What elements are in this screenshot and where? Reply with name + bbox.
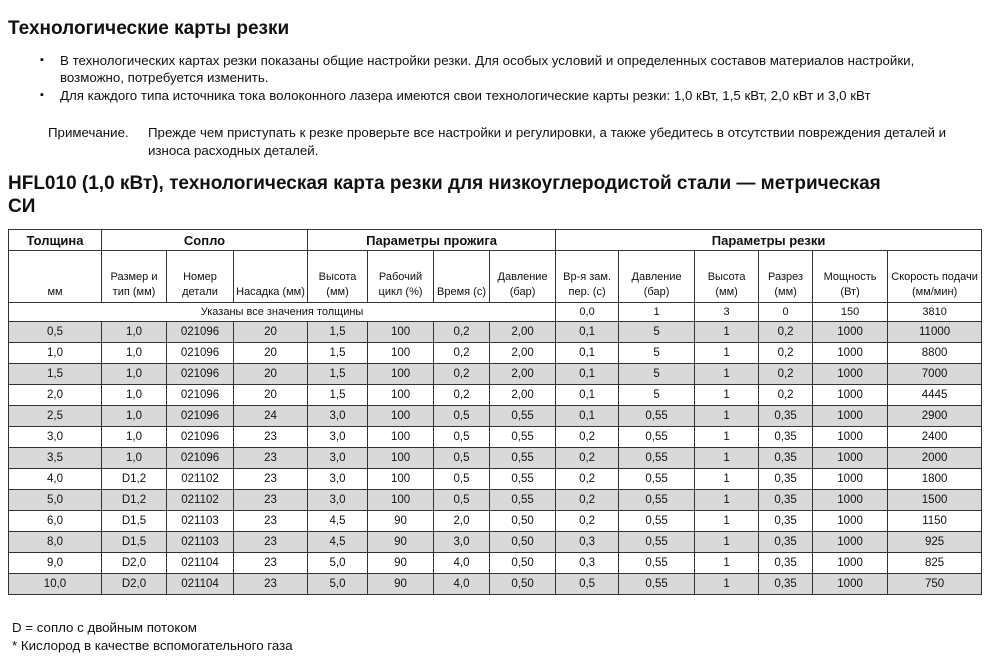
table-cell: 1 (695, 574, 759, 595)
table-cell: 90 (368, 532, 434, 553)
table-cell: 0,55 (619, 511, 695, 532)
header-pierce: Параметры прожига (308, 230, 556, 251)
table-cell: 0,50 (490, 511, 556, 532)
subheader-delay: Вр-я зам. пер. (с) (556, 251, 619, 303)
table-cell: 1 (695, 532, 759, 553)
bullet-marker-icon: ▪ (40, 54, 44, 66)
table-cell: 0,55 (490, 469, 556, 490)
table-cell: D1,2 (102, 490, 167, 511)
table-cell: 1,0 (102, 448, 167, 469)
table-cell: 0,2 (759, 385, 813, 406)
table-cell: 23 (234, 574, 308, 595)
table-cell: 021104 (167, 553, 234, 574)
table-cell: 0,55 (619, 406, 695, 427)
table-cell: 10,0 (9, 574, 102, 595)
footnote-dual-flow: D = сопло с двойным потоком (12, 620, 197, 635)
table-cell: 3,0 (308, 490, 368, 511)
table-cell: 1 (695, 385, 759, 406)
table-cell: 0,1 (556, 322, 619, 343)
table-cell: 0,3 (556, 532, 619, 553)
table-cell: 1000 (813, 532, 888, 553)
table-cell: D2,0 (102, 553, 167, 574)
table-cell: 3,0 (9, 427, 102, 448)
table-cell: 5,0 (9, 490, 102, 511)
table-cell: 1000 (813, 343, 888, 364)
table-cell: 0,1 (556, 385, 619, 406)
table-cell: 1,0 (9, 343, 102, 364)
note-label: Примечание. (48, 125, 129, 140)
note-text: Прежде чем приступать к резке проверьте все настройки и регулировки, а также убедитесь в отсутствии повреждения деталей и износа расходных деталей. (148, 125, 947, 158)
table-cell: 2,0 (434, 511, 490, 532)
table-cell: 1 (695, 322, 759, 343)
table-cell: 1 (695, 406, 759, 427)
table-cell: 021096 (167, 406, 234, 427)
table-cell: 3,0 (308, 469, 368, 490)
table-cell: 750 (888, 574, 982, 595)
table-cell: 2400 (888, 427, 982, 448)
subheader-tip: Насадка (мм) (234, 251, 308, 303)
table-cell: 021096 (167, 364, 234, 385)
table-cell: 23 (234, 511, 308, 532)
table-cell: 1000 (813, 364, 888, 385)
table-cell: 1000 (813, 574, 888, 595)
table-cell: 1,5 (9, 364, 102, 385)
table-cell: 8800 (888, 343, 982, 364)
subheader-nozzle-size: Размер и тип (мм) (102, 251, 167, 303)
bullet-item (40, 87, 980, 104)
table-cell: 825 (888, 553, 982, 574)
table-cell: 0,5 (9, 322, 102, 343)
table-cell: 4,0 (9, 469, 102, 490)
subheader-kerf: Разрез (мм) (759, 251, 813, 303)
table-cell: 1,5 (308, 385, 368, 406)
table-cell: 0,5 (434, 490, 490, 511)
table-cell: 11000 (888, 322, 982, 343)
table-row (9, 511, 982, 532)
table-cell: 0,55 (490, 490, 556, 511)
bullet-text: Для каждого типа источника тока волоконного лазера имеются свои технологические карты резки: 1,0 кВт, 1,5 кВт, 2,0 кВт и 3,0 кВт (60, 88, 871, 103)
table-cell: 90 (368, 511, 434, 532)
header-thickness: Толщина (9, 230, 102, 251)
table-cell: 5 (619, 385, 695, 406)
table-cell: 0,35 (759, 553, 813, 574)
table-cell: 0,2 (434, 385, 490, 406)
table-cell: 0,2 (759, 364, 813, 385)
header-cut: Параметры резки (556, 230, 982, 251)
page-title: Технологические карты резки (8, 18, 290, 39)
table-row (9, 574, 982, 595)
table-cell: 1,5 (308, 364, 368, 385)
table-cell: 021096 (167, 322, 234, 343)
table-cell: 1,0 (102, 385, 167, 406)
table-cell: 1 (695, 469, 759, 490)
table-cell: 4,0 (434, 553, 490, 574)
table-cell: 3,0 (308, 448, 368, 469)
table-cell: 3 (695, 303, 759, 322)
table-cell: 100 (368, 343, 434, 364)
table-cell: 0,5 (434, 406, 490, 427)
cut-chart-table (8, 229, 982, 595)
table-cell: 0,2 (759, 322, 813, 343)
bullet-marker-icon: ▪ (40, 89, 44, 101)
table-cell: 23 (234, 532, 308, 553)
table-cell: 0,2 (434, 322, 490, 343)
table-cell: 1000 (813, 385, 888, 406)
table-cell: 2,00 (490, 364, 556, 385)
table-cell: 0,55 (490, 427, 556, 448)
table-cell: 100 (368, 448, 434, 469)
table-cell: 2900 (888, 406, 982, 427)
footnotes (12, 619, 293, 655)
table-cell: 100 (368, 469, 434, 490)
table-cell: 1 (619, 303, 695, 322)
table-cell: 1,0 (102, 364, 167, 385)
table-cell: 4,5 (308, 532, 368, 553)
table-cell: 0,0 (556, 303, 619, 322)
table-cell: 1 (695, 553, 759, 574)
table-cell: 1000 (813, 511, 888, 532)
table-cell: 90 (368, 574, 434, 595)
table-cell: 021096 (167, 427, 234, 448)
table-cell: 0,55 (619, 490, 695, 511)
table-cell: 0,2 (556, 511, 619, 532)
subheader-pierce-pressure: Давление (бар) (490, 251, 556, 303)
section-title: HFL010 (1,0 кВт), технологическая карта резки для низкоуглеродистой стали — метрическая СИ (8, 173, 881, 217)
table-cell: 0,5 (434, 448, 490, 469)
table-cell: 100 (368, 427, 434, 448)
table-row (9, 364, 982, 385)
table-cell: 20 (234, 343, 308, 364)
subheader-pierce-time: Время (с) (434, 251, 490, 303)
table-cell: 1000 (813, 448, 888, 469)
subheader-part-number: Номер детали (167, 251, 234, 303)
table-cell: 1,0 (102, 343, 167, 364)
table-cell: 1,5 (308, 343, 368, 364)
table-cell: 90 (368, 553, 434, 574)
subheader-speed: Скорость подачи (мм/мин) (888, 251, 982, 303)
table-cell: 0,5 (434, 469, 490, 490)
table-cell: 3810 (888, 303, 982, 322)
table-cell: 4,0 (434, 574, 490, 595)
subheader-duty-cycle: Рабочий цикл (%) (368, 251, 434, 303)
table-cell: 0,55 (619, 574, 695, 595)
table-cell: 1800 (888, 469, 982, 490)
header-nozzle: Сопло (102, 230, 308, 251)
table-cell: 0,2 (556, 427, 619, 448)
table-cell: 3,0 (434, 532, 490, 553)
table-row (9, 553, 982, 574)
table-cell: 5,0 (308, 574, 368, 595)
table-cell: D1,2 (102, 469, 167, 490)
table-cell: D2,0 (102, 574, 167, 595)
table-cell: 1000 (813, 322, 888, 343)
table-cell: 5,0 (308, 553, 368, 574)
table-cell: 021102 (167, 469, 234, 490)
table-cell: 100 (368, 322, 434, 343)
table-cell: D1,5 (102, 511, 167, 532)
table-cell: 021103 (167, 532, 234, 553)
table-cell: 1 (695, 490, 759, 511)
table-row (9, 490, 982, 511)
table-cell: 0,55 (619, 469, 695, 490)
table-cell: 3,0 (308, 427, 368, 448)
note (48, 124, 978, 160)
bullet-text: В технологических картах резки показаны общие настройки резки. Для особых условий и определенных составов материалов настройки, возможно, потребуется изменить. (60, 53, 915, 85)
table-cell: 021103 (167, 511, 234, 532)
table-cell: 4,5 (308, 511, 368, 532)
table-cell: 021096 (167, 385, 234, 406)
footnote-oxygen: * Кислород в качестве вспомогательного газа (12, 638, 293, 653)
table-cell: 7000 (888, 364, 982, 385)
table-cell: 0,55 (619, 448, 695, 469)
table-cell: 925 (888, 532, 982, 553)
table-cell: 0,50 (490, 532, 556, 553)
all-thickness-label: Указаны все значения толщины (9, 303, 556, 322)
table-cell: 100 (368, 385, 434, 406)
table-cell: 2,0 (9, 385, 102, 406)
table-cell: 0,35 (759, 427, 813, 448)
subheader-pierce-height: Высота (мм) (308, 251, 368, 303)
table-row (9, 469, 982, 490)
table-cell: 1 (695, 343, 759, 364)
table-cell: 20 (234, 364, 308, 385)
table-cell: 0,35 (759, 469, 813, 490)
table-cell: 0,1 (556, 343, 619, 364)
table-row (9, 427, 982, 448)
table-cell: 23 (234, 553, 308, 574)
subheader-cut-height: Высота (мм) (695, 251, 759, 303)
bullet-item (40, 52, 980, 86)
table-cell: 0,35 (759, 448, 813, 469)
table-cell: 23 (234, 490, 308, 511)
table-row (9, 343, 982, 364)
table-cell: 0,5 (434, 427, 490, 448)
all-thickness-row (9, 303, 982, 322)
table-cell: 0,35 (759, 511, 813, 532)
table-cell: 1 (695, 364, 759, 385)
group-header-row (9, 230, 982, 251)
table-cell: 021096 (167, 343, 234, 364)
table-cell: 0,55 (619, 427, 695, 448)
table-cell: 23 (234, 469, 308, 490)
table-cell: 0,35 (759, 490, 813, 511)
table-cell: 2,00 (490, 322, 556, 343)
table-cell: 3,0 (308, 406, 368, 427)
table-cell: 1,5 (308, 322, 368, 343)
table-cell: 0,2 (759, 343, 813, 364)
table-cell: 0,3 (556, 553, 619, 574)
table-cell: 1 (695, 427, 759, 448)
table-cell: 0,1 (556, 364, 619, 385)
table-cell: 1,0 (102, 427, 167, 448)
table-cell: 6,0 (9, 511, 102, 532)
table-cell: 0,1 (556, 406, 619, 427)
table-cell: 0,50 (490, 574, 556, 595)
table-row (9, 322, 982, 343)
subheader-cut-pressure: Давление (бар) (619, 251, 695, 303)
table-cell: 1000 (813, 427, 888, 448)
table-row (9, 532, 982, 553)
table-cell: 021104 (167, 574, 234, 595)
table-row (9, 448, 982, 469)
table-cell: 23 (234, 427, 308, 448)
table-cell: 1 (695, 511, 759, 532)
table-row (9, 385, 982, 406)
table-cell: 1000 (813, 490, 888, 511)
table-cell: 021102 (167, 490, 234, 511)
table-cell: 0,5 (556, 574, 619, 595)
table-cell: 20 (234, 322, 308, 343)
table-cell: 1000 (813, 553, 888, 574)
table-cell: 0,35 (759, 532, 813, 553)
table-cell: 5 (619, 322, 695, 343)
table-cell: 1150 (888, 511, 982, 532)
table-cell: 1,0 (102, 322, 167, 343)
table-cell: 0,55 (619, 553, 695, 574)
table-cell: 3,5 (9, 448, 102, 469)
table-cell: 0,2 (556, 469, 619, 490)
table-cell: 2,5 (9, 406, 102, 427)
table-cell: 2,00 (490, 343, 556, 364)
table-cell: 0,55 (619, 532, 695, 553)
table-cell: 100 (368, 406, 434, 427)
table-cell: 021096 (167, 448, 234, 469)
bullet-list (40, 52, 980, 105)
table-cell: D1,5 (102, 532, 167, 553)
subheader-power: Мощность (Вт) (813, 251, 888, 303)
table-cell: 100 (368, 364, 434, 385)
table-cell: 5 (619, 364, 695, 385)
table-cell: 0,2 (556, 490, 619, 511)
sub-header-row (9, 251, 982, 303)
table-cell: 0,50 (490, 553, 556, 574)
table-cell: 0,35 (759, 574, 813, 595)
table-cell: 0 (759, 303, 813, 322)
table-cell: 1000 (813, 469, 888, 490)
table-cell: 1000 (813, 406, 888, 427)
table-cell: 5 (619, 343, 695, 364)
table-cell: 23 (234, 448, 308, 469)
subheader-thickness-unit: мм (9, 251, 102, 303)
table-cell: 0,2 (556, 448, 619, 469)
table-cell: 0,2 (434, 343, 490, 364)
table-cell: 9,0 (9, 553, 102, 574)
table-cell: 1 (695, 448, 759, 469)
table-cell: 2,00 (490, 385, 556, 406)
table-cell: 0,35 (759, 406, 813, 427)
table-cell: 1500 (888, 490, 982, 511)
table-cell: 1,0 (102, 406, 167, 427)
table-cell: 100 (368, 490, 434, 511)
table-cell: 20 (234, 385, 308, 406)
table-cell: 2000 (888, 448, 982, 469)
table-row (9, 406, 982, 427)
table-cell: 4445 (888, 385, 982, 406)
table-cell: 0,2 (434, 364, 490, 385)
table-cell: 150 (813, 303, 888, 322)
table-cell: 0,55 (490, 406, 556, 427)
table-cell: 8,0 (9, 532, 102, 553)
table-cell: 0,55 (490, 448, 556, 469)
table-cell: 24 (234, 406, 308, 427)
